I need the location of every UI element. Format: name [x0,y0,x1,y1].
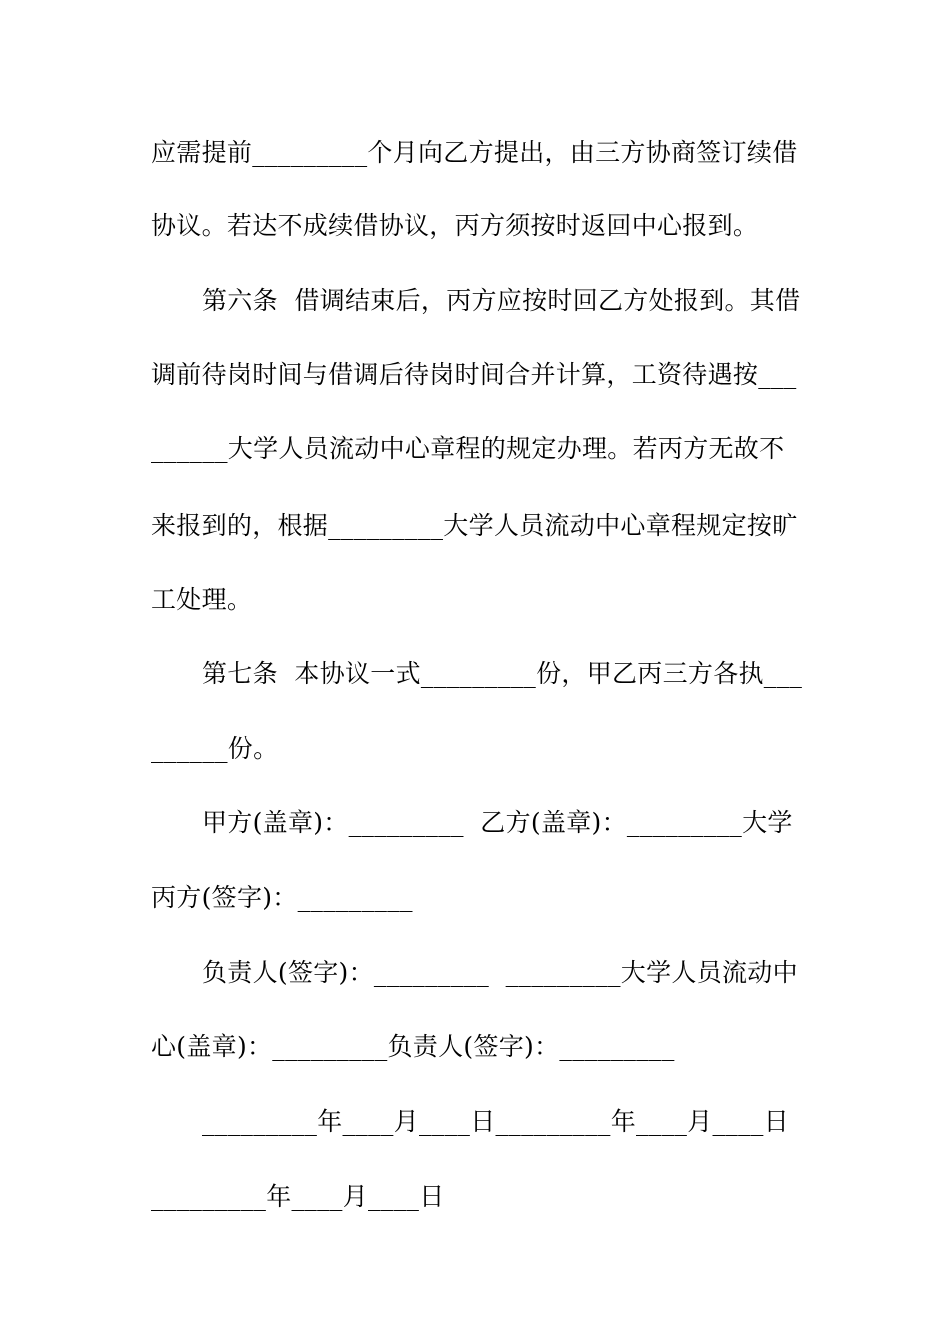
signature-responsible-person: 负责人(签字)：_________ _________大学人员流动中 [202,958,798,987]
article-6-line-2: 调前待岗时间与借调后待岗时间合并计算，工资待遇按___ [151,360,797,389]
article-7-line-2: ______份。 [151,734,279,763]
article-6-line-1: 第六条 借调结束后，丙方应按时回乙方处报到。其借 [202,286,801,315]
article-7-line-1: 第七条 本协议一式_________份，甲乙丙三方各执___ [202,659,803,688]
signature-center-seal: 心(盖章)：_________负责人(签字)：_________ [151,1032,675,1061]
article-6-line-3: ______大学人员流动中心章程的规定办理。若丙方无故不 [151,434,785,463]
date-line-1: _________年____月____日_________年____月____日 [202,1107,789,1136]
paragraph-line-2: 协议。若达不成续借协议，丙方须按时返回中心报到。 [151,211,759,240]
article-6-line-5: 工处理。 [151,585,253,614]
signature-party-a-b: 甲方(盖章)：_________ 乙方(盖章)：_________大学 [202,808,793,837]
article-6-line-4: 来报到的，根据_________大学人员流动中心章程规定按旷 [151,511,798,540]
date-line-2: _________年____月____日 [151,1182,445,1211]
signature-party-c: 丙方(签字)：_________ [151,883,413,912]
paragraph-line-1: 应需提前_________个月向乙方提出，由三方协商签订续借 [151,138,798,167]
